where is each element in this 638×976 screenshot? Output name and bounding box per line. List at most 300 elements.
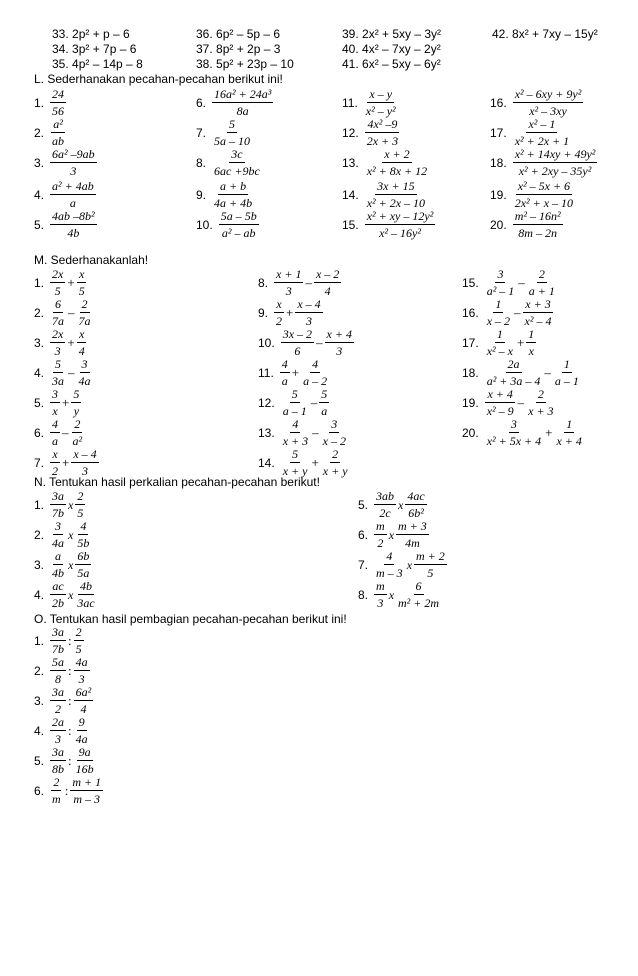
denominator: a – 1	[554, 374, 579, 388]
fraction-left	[485, 298, 512, 327]
denominator: 2x + 3	[366, 134, 399, 148]
problem-34: 34. 3p² + 7p – 6	[52, 42, 137, 56]
fraction-left	[50, 746, 66, 775]
denominator: 2	[52, 464, 59, 478]
denominator: 56	[52, 104, 65, 118]
exercise-number: 5.	[34, 217, 45, 232]
exercise-l-18	[490, 148, 597, 177]
denominator: x	[52, 404, 58, 418]
exercise-number: 14.	[342, 187, 359, 202]
denominator: 5a – 10	[214, 134, 251, 148]
exercise-l-2	[34, 118, 66, 147]
exercise-number: 6.	[34, 425, 45, 440]
denominator: 16b	[75, 762, 94, 776]
fraction-right	[75, 520, 91, 549]
numerator: 2	[53, 775, 60, 789]
numerator: 3ab	[376, 489, 395, 503]
numerator: 4	[80, 519, 87, 533]
exercise-l-10	[196, 210, 259, 239]
fraction	[364, 88, 398, 117]
problem-33: 33. 2p² + p – 6	[52, 27, 130, 41]
numerator: 6	[415, 579, 422, 593]
fraction-left	[50, 656, 66, 685]
fraction-right	[71, 448, 98, 477]
denominator: 3	[55, 732, 62, 746]
numerator: x – 2	[315, 267, 340, 281]
denominator: 4	[78, 344, 85, 358]
fraction-left	[281, 418, 310, 447]
operator: :	[68, 693, 72, 708]
exercise-l-1	[34, 88, 66, 117]
exercise-number: 3.	[34, 557, 45, 572]
denominator: 4b	[67, 226, 80, 240]
exercise-m-12	[258, 388, 329, 417]
numerator: x + 1	[276, 267, 302, 281]
denominator: a	[69, 196, 76, 210]
exercise-number: 2.	[34, 527, 45, 542]
operator: x	[68, 587, 74, 602]
fraction-left	[485, 358, 543, 387]
denominator: 3a	[52, 374, 65, 388]
denominator: 5	[427, 566, 434, 580]
exercise-number: 1.	[34, 95, 45, 110]
numerator: x	[276, 297, 282, 311]
numerator: 16a² + 24a³	[214, 87, 272, 101]
denominator: 5	[78, 284, 85, 298]
exercise-number: 7.	[34, 455, 45, 470]
exercise-number: 8.	[358, 587, 369, 602]
denominator: a + 1	[528, 284, 555, 298]
operator: –	[68, 365, 75, 380]
denominator: x² + 8x + 12	[366, 164, 428, 178]
numerator: 4	[312, 357, 319, 371]
denominator: 8	[55, 672, 62, 686]
fraction-left	[280, 358, 290, 387]
numerator: 5a	[52, 655, 65, 669]
denominator: 7b	[52, 642, 65, 656]
exercise-number: 2.	[34, 663, 45, 678]
fraction-left	[50, 626, 66, 655]
fraction-right	[74, 656, 90, 685]
exercise-l-11	[342, 88, 398, 117]
exercise-m-18	[462, 358, 581, 387]
fraction-right	[75, 490, 85, 519]
fraction-right	[77, 268, 87, 297]
exercise-number: 16.	[490, 95, 507, 110]
exercise-n-2	[34, 520, 91, 549]
denominator: 4	[324, 284, 331, 298]
operator: +	[286, 305, 294, 320]
fraction-right	[77, 358, 93, 387]
fraction-left	[50, 418, 60, 447]
problem-38: 38. 5p² + 23p – 10	[196, 57, 294, 71]
numerator: 4ab –8b²	[52, 209, 95, 223]
denominator: 3	[306, 314, 313, 328]
fraction-right	[321, 418, 348, 447]
numerator: 2x	[52, 267, 64, 281]
numerator: m	[376, 579, 385, 593]
exercise-m-8	[258, 268, 341, 297]
problem-35: 35. 4p² – 14p – 8	[52, 57, 143, 71]
numerator: x – 4	[73, 447, 97, 461]
fraction-left	[50, 686, 66, 715]
denominator: x + y	[282, 464, 308, 478]
fraction-right	[553, 358, 581, 387]
fraction-left	[50, 490, 66, 519]
numerator: 4x² –9	[367, 117, 398, 131]
fraction-right	[321, 448, 350, 477]
exercise-m-5	[34, 388, 81, 417]
numerator: m + 2	[416, 549, 445, 563]
exercise-number: 7.	[196, 125, 207, 140]
exercise-number: 4.	[34, 723, 45, 738]
numerator: 4	[52, 417, 59, 431]
numerator: x + 4	[326, 327, 352, 341]
denominator: 5	[77, 506, 84, 520]
exercise-n-1	[34, 490, 85, 519]
denominator: 4b	[52, 566, 65, 580]
numerator: x + 2	[384, 147, 410, 161]
exercise-l-19	[490, 180, 575, 209]
exercise-number: 5.	[34, 753, 45, 768]
numerator: 2	[75, 625, 82, 639]
numerator: 1	[563, 357, 570, 371]
numerator: x	[79, 327, 85, 341]
exercise-m-14	[258, 448, 350, 477]
operator: +	[62, 455, 70, 470]
numerator: 5	[73, 387, 80, 401]
problem-36: 36. 6p² – 5p – 6	[196, 27, 281, 41]
denominator: 2c	[379, 506, 391, 520]
exercise-l-16	[490, 88, 583, 117]
denominator: x	[528, 344, 534, 358]
section-o-heading: O. Tentukan hasil pembagian pecahan-pecahan berikut ini!	[34, 612, 347, 626]
denominator: 6b²	[408, 506, 424, 520]
numerator: 2x	[52, 327, 64, 341]
exercise-number: 6.	[358, 527, 369, 542]
denominator: x + 3	[282, 434, 309, 448]
operator: –	[544, 365, 551, 380]
fraction-right	[75, 550, 91, 579]
operator: x	[398, 497, 404, 512]
exercise-m-7	[34, 448, 99, 477]
numerator: 5a – 5b	[220, 209, 257, 223]
fraction-left	[50, 448, 60, 477]
numerator: 3a	[52, 745, 65, 759]
numerator: 4	[292, 417, 299, 431]
denominator: 5b	[77, 536, 90, 550]
numerator: 2a	[507, 357, 520, 371]
fraction-left	[485, 268, 517, 297]
exercise-l-12	[342, 118, 400, 147]
operator: x	[406, 557, 413, 572]
exercise-number: 17.	[490, 125, 507, 140]
operator: x	[68, 557, 74, 572]
numerator: a² + 4ab	[52, 179, 94, 193]
numerator: 5	[229, 117, 236, 131]
numerator: m + 3	[398, 519, 427, 533]
operator: +	[516, 335, 525, 350]
exercise-number: 1.	[34, 275, 45, 290]
numerator: 3	[331, 417, 338, 431]
fraction-left	[485, 328, 515, 357]
denominator: ab	[52, 134, 65, 148]
numerator: 3	[52, 387, 59, 401]
problem-37: 37. 8p² + 2p – 3	[196, 42, 281, 56]
exercise-m-3	[34, 328, 87, 357]
numerator: 3a	[52, 489, 65, 503]
numerator: x² + 14xy + 49y²	[514, 147, 596, 161]
numerator: 2	[81, 297, 88, 311]
fraction-left	[50, 520, 66, 549]
exercise-l-9	[196, 180, 254, 209]
fraction-right	[319, 388, 329, 417]
denominator: a – 2	[303, 374, 328, 388]
numerator: 4	[386, 549, 393, 563]
numerator: 2a	[52, 715, 65, 729]
numerator: m	[376, 519, 385, 533]
fraction-left	[50, 776, 63, 805]
exercise-number: 18.	[490, 155, 507, 170]
exercise-number: 7.	[358, 557, 369, 572]
fraction-right	[77, 298, 93, 327]
denominator: 3	[285, 284, 292, 298]
denominator: 3	[82, 464, 89, 478]
fraction-left	[274, 268, 303, 297]
exercise-number: 19.	[462, 395, 479, 410]
exercise-l-3	[34, 148, 97, 177]
exercise-l-8	[196, 148, 262, 177]
denominator: 2	[276, 314, 283, 328]
exercise-number: 12.	[258, 395, 275, 410]
fraction-left	[281, 388, 309, 417]
denominator: 4a	[75, 732, 88, 746]
exercise-o-6	[34, 776, 103, 805]
numerator: a²	[53, 117, 63, 131]
denominator: a² – ab	[221, 226, 256, 240]
numerator: x² – 5x + 6	[517, 179, 571, 193]
denominator: x² – x	[486, 344, 513, 358]
operator: –	[305, 275, 312, 290]
numerator: 2	[77, 489, 84, 503]
exercise-l-14	[342, 180, 427, 209]
exercise-m-15	[462, 268, 557, 297]
exercise-number: 8.	[258, 275, 269, 290]
exercise-number: 9.	[258, 305, 269, 320]
operator: +	[291, 365, 300, 380]
numerator: x – y	[369, 87, 393, 101]
fraction-right	[526, 388, 555, 417]
denominator: m – 3	[376, 566, 403, 580]
fraction-right	[527, 268, 557, 297]
numerator: ac	[52, 579, 64, 593]
problem-39: 39. 2x² + 5xy – 3y²	[342, 27, 442, 41]
exercise-number: 3.	[34, 155, 45, 170]
numerator: x² – 6xy + 9y²	[514, 87, 582, 101]
exercise-n-6	[358, 520, 429, 549]
operator: +	[62, 395, 70, 410]
numerator: x + 4	[487, 387, 513, 401]
fraction-left	[274, 298, 284, 327]
fraction	[513, 210, 563, 239]
exercise-number: 5.	[34, 395, 45, 410]
exercise-m-16	[462, 298, 553, 327]
denominator: 5	[75, 642, 82, 656]
fraction	[513, 118, 571, 147]
operator: +	[67, 335, 75, 350]
fraction-right	[554, 418, 583, 447]
numerator: 6b	[77, 549, 90, 563]
exercise-number: 15.	[342, 217, 359, 232]
denominator: x² – 9	[486, 404, 514, 418]
exercise-m-19	[462, 388, 556, 417]
denominator: 8a	[236, 104, 249, 118]
exercise-number: 20.	[490, 217, 507, 232]
exercise-number: 1.	[34, 497, 45, 512]
fraction-left	[485, 388, 516, 417]
exercise-m-17	[462, 328, 536, 357]
exercise-number: 12.	[342, 125, 359, 140]
fraction-right	[523, 298, 554, 327]
exercise-number: 13.	[342, 155, 359, 170]
denominator: a	[52, 434, 59, 448]
fraction	[50, 180, 96, 209]
numerator: 3	[510, 417, 517, 431]
operator: :	[68, 723, 72, 738]
denominator: 4a + 4b	[214, 196, 253, 210]
fraction-right	[74, 686, 94, 715]
exercise-l-4	[34, 180, 96, 209]
exercise-number: 4.	[34, 187, 45, 202]
exercise-m-11	[258, 358, 329, 387]
fraction-right	[325, 328, 354, 357]
fraction-left	[374, 580, 387, 609]
denominator: x² – 4	[524, 314, 552, 328]
numerator: 3c	[231, 147, 243, 161]
fraction-left	[50, 328, 65, 357]
fraction-right	[77, 328, 87, 357]
exercise-o-1	[34, 626, 84, 655]
exercise-m-6	[34, 418, 84, 447]
denominator: a	[281, 374, 288, 388]
exercise-l-5	[34, 210, 97, 239]
exercise-m-13	[258, 418, 348, 447]
exercise-number: 17.	[462, 335, 479, 350]
exercise-l-20	[490, 210, 563, 239]
numerator: 2	[332, 447, 339, 461]
exercise-o-4	[34, 716, 90, 745]
numerator: 4b	[80, 579, 92, 593]
exercise-m-20	[462, 418, 584, 447]
numerator: 3	[497, 267, 504, 281]
numerator: a + b	[220, 179, 247, 193]
denominator: x² – 3xy	[529, 104, 567, 118]
exercise-n-3	[34, 550, 91, 579]
numerator: 4ac	[407, 489, 425, 503]
denominator: x² – y²	[365, 104, 396, 118]
numerator: x	[52, 447, 58, 461]
numerator: 4a	[75, 655, 88, 669]
operator: x	[68, 527, 74, 542]
denominator: 7a	[52, 314, 65, 328]
numerator: x² + xy – 12y²	[366, 209, 434, 223]
denominator: x² + 2x + 1	[514, 134, 570, 148]
fraction-left	[281, 448, 310, 477]
operator: x	[68, 497, 74, 512]
exercise-o-5	[34, 746, 96, 775]
denominator: 2x² + x – 10	[514, 196, 574, 210]
problem-40: 40. 4x² – 7xy – 2y²	[342, 42, 441, 56]
numerator: 2	[74, 417, 81, 431]
fraction	[212, 180, 254, 209]
section-m-heading: M. Sederhanakanlah!	[34, 253, 149, 267]
denominator: x² – 16y²	[379, 226, 421, 240]
exercise-number: 13.	[258, 425, 275, 440]
numerator: 3a	[52, 685, 65, 699]
fraction-left	[50, 298, 66, 327]
exercise-o-3	[34, 686, 93, 715]
fraction-left	[50, 268, 65, 297]
operator: :	[68, 633, 72, 648]
exercise-l-13	[342, 148, 429, 177]
numerator: 5	[291, 387, 298, 401]
denominator: 6	[294, 344, 301, 358]
denominator: 5	[54, 284, 61, 298]
fraction-left	[50, 358, 66, 387]
fraction-left	[50, 580, 66, 609]
numerator: 4	[281, 357, 288, 371]
denominator: 3	[377, 596, 384, 610]
fraction-right	[75, 580, 96, 609]
fraction-left	[374, 550, 405, 579]
fraction-right	[74, 626, 84, 655]
fraction	[50, 88, 66, 117]
operator: x	[388, 587, 395, 602]
exercise-o-2	[34, 656, 90, 685]
operator: –	[310, 395, 318, 410]
numerator: 5	[55, 357, 62, 371]
denominator: 4	[80, 702, 87, 716]
operator: –	[517, 395, 525, 410]
numerator: x – 4	[297, 297, 321, 311]
fraction-right	[396, 520, 429, 549]
fraction	[219, 210, 259, 239]
denominator: 2	[55, 702, 62, 716]
operator: –	[68, 305, 75, 320]
operator: :	[68, 753, 72, 768]
exercise-l-7	[196, 118, 252, 147]
exercise-m-4	[34, 358, 93, 387]
numerator: 2	[538, 267, 545, 281]
fraction-left	[50, 550, 66, 579]
exercise-number: 1.	[34, 633, 45, 648]
section-l-heading: L. Sederhanakan pecahan-pecahan berikut ini!	[34, 72, 283, 86]
numerator: 3	[81, 357, 88, 371]
exercise-l-6	[196, 88, 273, 117]
exercise-number: 6.	[34, 783, 45, 798]
denominator: x + y	[322, 464, 348, 478]
exercise-n-7	[358, 550, 447, 579]
denominator: 4a	[52, 536, 65, 550]
section-n-heading: N. Tentukan hasil perkalian pecahan-pecahan berikut!	[34, 475, 320, 489]
fraction-right	[71, 418, 85, 447]
problem-42: 42. 8x² + 7xy – 15y²	[492, 27, 598, 41]
exercise-number: 20.	[462, 425, 479, 440]
exercise-m-9	[258, 298, 323, 327]
denominator: m – 3	[73, 792, 101, 806]
exercise-l-17	[490, 118, 571, 147]
fraction-left	[50, 716, 66, 745]
